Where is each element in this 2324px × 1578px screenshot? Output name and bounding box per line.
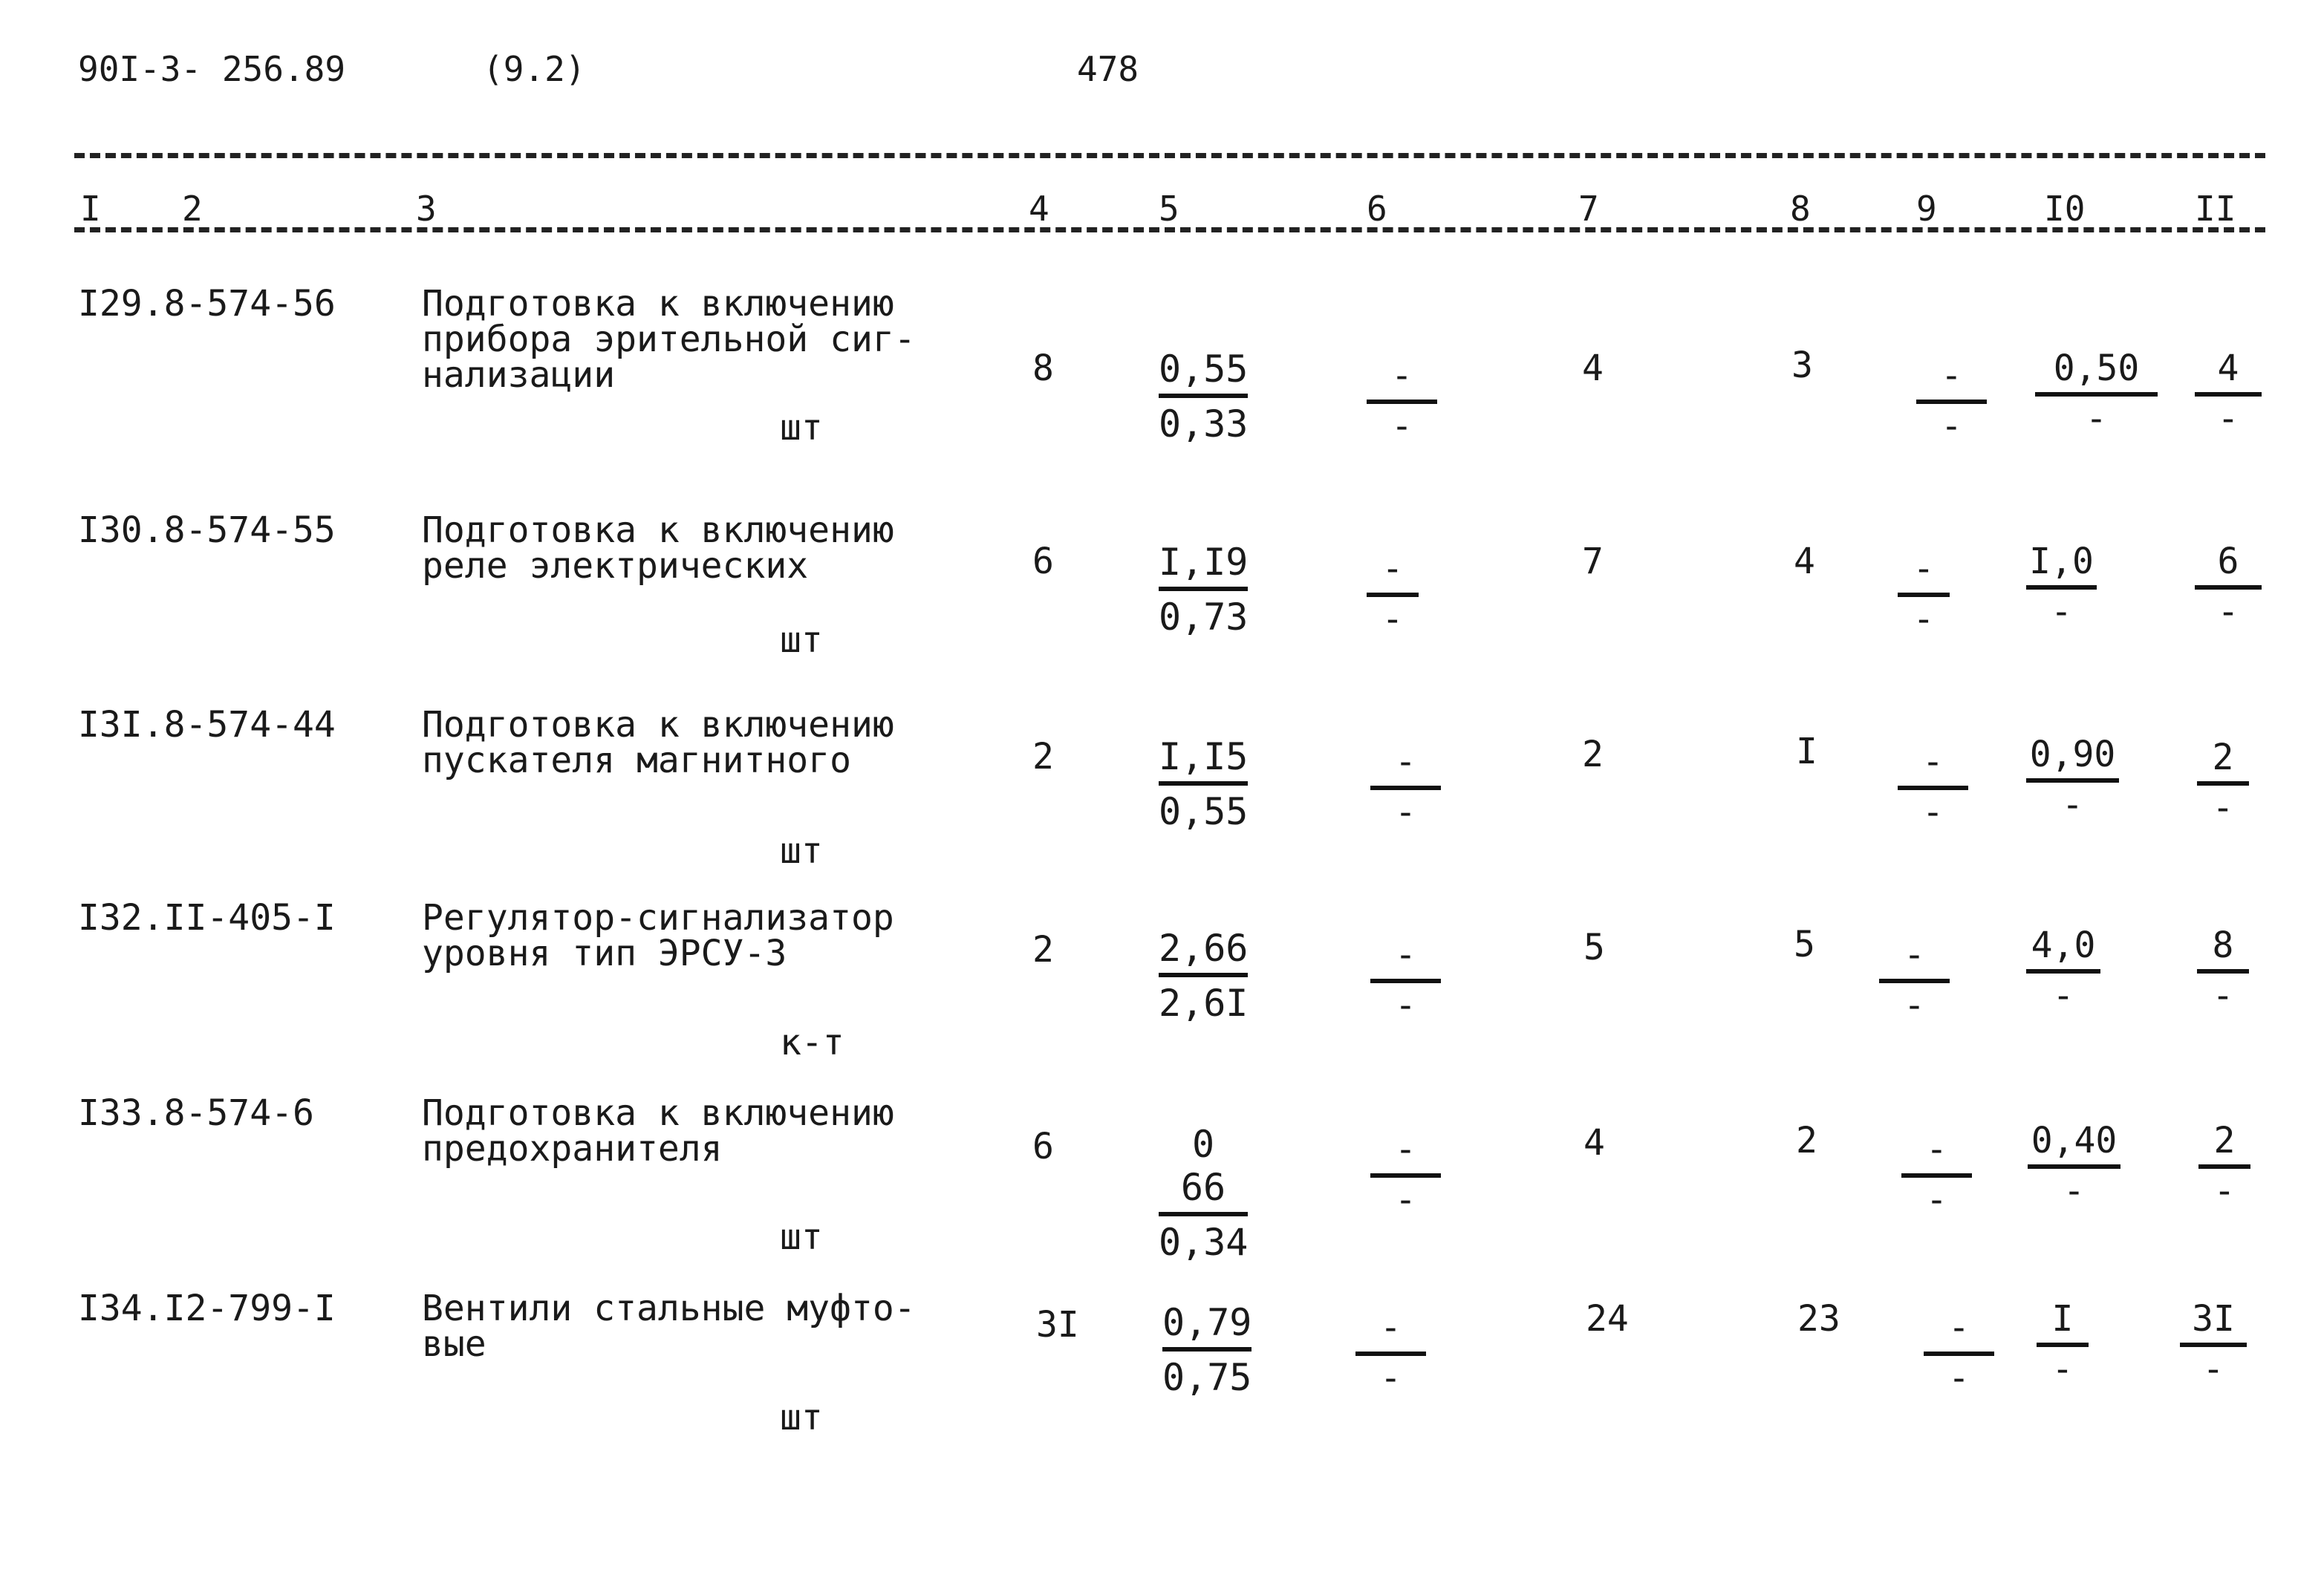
col10-fraction — [2037, 1298, 2089, 1390]
col5-denominator: 0,34 — [1159, 1221, 1249, 1264]
col5-numerator: I,I5 — [1159, 735, 1248, 786]
col5-numerator: 0 66 — [1159, 1123, 1248, 1216]
col5-numerator: I,I9 — [1159, 541, 1248, 591]
col5-denominator: 2,6I — [1159, 982, 1249, 1025]
col9-fraction — [1901, 1129, 1972, 1221]
col8-value: I — [1796, 731, 1817, 772]
col11-fraction — [2197, 925, 2249, 1017]
row-description: Регулятор-сигнализатор уровня тип ЭРСУ-3 — [422, 897, 894, 974]
col11-denominator: - — [2217, 591, 2239, 633]
column-header: 3 — [416, 189, 437, 229]
col9-numerator: - — [1898, 741, 1968, 790]
column-header: II — [2195, 189, 2236, 229]
document-code: 90I-3- 256.89 — [78, 49, 346, 89]
row-description: Подготовка к включению реле электрических — [422, 509, 894, 587]
col7-value: 4 — [1582, 348, 1604, 389]
col6-numerator: - — [1370, 934, 1441, 983]
column-header: 5 — [1159, 189, 1179, 229]
col5-numerator: 0,55 — [1159, 348, 1248, 398]
col9-numerator: - — [1924, 1307, 1994, 1356]
col10-denominator: - — [2051, 1349, 2074, 1390]
col10-numerator: I,0 — [2026, 541, 2097, 590]
col6-numerator: - — [1370, 1129, 1441, 1178]
col6-numerator: - — [1370, 741, 1441, 790]
col9-fraction — [1924, 1307, 1994, 1399]
row-code: I3I.8-574-44 — [78, 704, 336, 746]
col5-fraction — [1159, 927, 1248, 1025]
col10-numerator: I — [2037, 1298, 2089, 1347]
header-rule-bottom — [74, 227, 2265, 232]
col6-denominator: - — [1395, 985, 1416, 1026]
col10-fraction — [2026, 734, 2119, 826]
col9-fraction — [1879, 934, 1950, 1026]
column-header: 4 — [1029, 189, 1049, 229]
col7-value: 5 — [1583, 927, 1605, 968]
col11-numerator: 2 — [2197, 737, 2249, 786]
col6-fraction — [1367, 355, 1437, 447]
col7-value: 7 — [1582, 541, 1604, 582]
col11-numerator: 2 — [2198, 1120, 2250, 1169]
col10-denominator: - — [2086, 398, 2107, 440]
col9-denominator: - — [1948, 1357, 1970, 1399]
col5-numerator: 0,79 — [1162, 1301, 1251, 1352]
col4-value: 6 — [1032, 541, 1054, 582]
row-unit: шт — [780, 619, 823, 661]
col4-value: 6 — [1032, 1126, 1054, 1167]
col5-denominator: 0,33 — [1159, 402, 1249, 446]
col10-fraction — [2035, 348, 2158, 440]
row-code: I30.8-574-55 — [78, 509, 336, 551]
row-code: I29.8-574-56 — [78, 283, 336, 325]
col9-denominator: - — [1904, 985, 1925, 1026]
col11-fraction — [2195, 541, 2262, 633]
col10-denominator: - — [2062, 784, 2083, 826]
section-number: (9.2) — [483, 49, 586, 89]
row-description: Подготовка к включению предохранителя — [422, 1092, 894, 1170]
col9-denominator: - — [1941, 405, 1962, 447]
col7-value: 24 — [1586, 1298, 1629, 1340]
col8-value: 2 — [1796, 1120, 1817, 1161]
col11-denominator: - — [2202, 1349, 2224, 1390]
col8-value: 4 — [1794, 541, 1815, 582]
col4-value: 8 — [1032, 348, 1054, 389]
col11-denominator: - — [2212, 975, 2234, 1017]
col11-denominator: - — [2217, 398, 2239, 440]
col6-denominator: - — [1395, 792, 1416, 833]
col9-numerator: - — [1901, 1129, 1972, 1178]
row-unit: шт — [780, 1397, 823, 1438]
col6-denominator: - — [1395, 1179, 1416, 1221]
col4-value: 2 — [1032, 736, 1054, 777]
col9-fraction — [1916, 355, 1987, 447]
row-unit: шт — [780, 1216, 823, 1258]
col5-fraction — [1159, 348, 1248, 446]
column-header: 6 — [1367, 189, 1387, 229]
col5-fraction — [1162, 1301, 1251, 1399]
col8-value: 5 — [1794, 924, 1815, 965]
col9-denominator: - — [1926, 1179, 1947, 1221]
col5-fraction — [1159, 1123, 1248, 1264]
col6-denominator: - — [1381, 599, 1404, 640]
col7-value: 2 — [1582, 734, 1604, 775]
col10-numerator: 0,50 — [2035, 348, 2158, 397]
col4-value: 3I — [1036, 1304, 1079, 1346]
col11-fraction — [2197, 737, 2249, 829]
row-code: I34.I2-799-I — [78, 1288, 336, 1329]
col10-numerator: 0,90 — [2026, 734, 2119, 783]
col8-value: 23 — [1797, 1298, 1840, 1340]
col7-value: 4 — [1583, 1122, 1605, 1164]
col11-numerator: 4 — [2195, 348, 2262, 397]
col11-numerator: 6 — [2195, 541, 2262, 590]
row-description: Подготовка к включению прибора эрительной сиг- нализации — [422, 283, 916, 396]
col9-fraction — [1898, 741, 1968, 833]
row-unit: шт — [780, 830, 823, 872]
col9-denominator: - — [1913, 599, 1935, 640]
row-unit: к-т — [780, 1022, 844, 1063]
col5-numerator: 2,66 — [1159, 927, 1248, 977]
col6-fraction — [1370, 934, 1441, 1026]
col9-denominator: - — [1922, 792, 1944, 833]
col10-denominator: - — [2052, 975, 2074, 1017]
column-header: 2 — [182, 189, 203, 229]
column-header: 9 — [1916, 189, 1937, 229]
page-number: 478 — [1077, 49, 1139, 89]
col6-numerator: - — [1355, 1307, 1426, 1356]
col11-numerator: 8 — [2197, 925, 2249, 974]
row-unit: шт — [780, 407, 823, 449]
col11-fraction — [2198, 1120, 2250, 1212]
col6-numerator: - — [1367, 548, 1419, 597]
col4-value: 2 — [1032, 929, 1054, 971]
col6-denominator: - — [1380, 1357, 1402, 1399]
col10-fraction — [2026, 541, 2097, 633]
row-code: I33.8-574-6 — [78, 1092, 314, 1134]
col11-numerator: 3I — [2180, 1298, 2247, 1347]
row-code: I32.II-405-I — [78, 897, 336, 939]
col9-fraction — [1898, 548, 1950, 640]
row-description: Подготовка к включению пускателя магнитного — [422, 704, 894, 781]
col5-denominator: 0,75 — [1162, 1356, 1252, 1399]
col9-numerator: - — [1898, 548, 1950, 597]
column-header: 7 — [1578, 189, 1599, 229]
col6-numerator: - — [1367, 355, 1437, 404]
col5-denominator: 0,73 — [1159, 596, 1249, 639]
header-rule-top — [74, 153, 2265, 158]
col11-denominator: - — [2213, 1170, 2236, 1212]
col11-denominator: - — [2212, 787, 2234, 829]
column-header: I — [80, 189, 101, 229]
column-header: 8 — [1790, 189, 1811, 229]
col10-fraction — [2028, 1120, 2120, 1212]
col6-fraction — [1370, 741, 1441, 833]
col11-fraction — [2195, 348, 2262, 440]
col11-fraction — [2180, 1298, 2247, 1390]
col10-fraction — [2026, 925, 2100, 1017]
row-description: Вентили стальные муфто- вые — [422, 1288, 916, 1365]
col10-numerator: 4,0 — [2026, 925, 2100, 974]
col10-denominator: - — [2063, 1170, 2085, 1212]
col8-value: 3 — [1791, 345, 1813, 386]
col10-denominator: - — [2051, 591, 2072, 633]
col5-fraction — [1159, 541, 1248, 639]
col6-fraction — [1370, 1129, 1441, 1221]
col6-fraction — [1355, 1307, 1426, 1399]
col5-fraction — [1159, 735, 1248, 833]
col5-denominator: 0,55 — [1159, 790, 1249, 833]
col9-numerator: - — [1879, 934, 1950, 983]
col6-denominator: - — [1391, 405, 1413, 447]
col9-numerator: - — [1916, 355, 1987, 404]
col6-fraction — [1367, 548, 1419, 640]
col10-numerator: 0,40 — [2028, 1120, 2120, 1169]
column-header: I0 — [2044, 189, 2086, 229]
